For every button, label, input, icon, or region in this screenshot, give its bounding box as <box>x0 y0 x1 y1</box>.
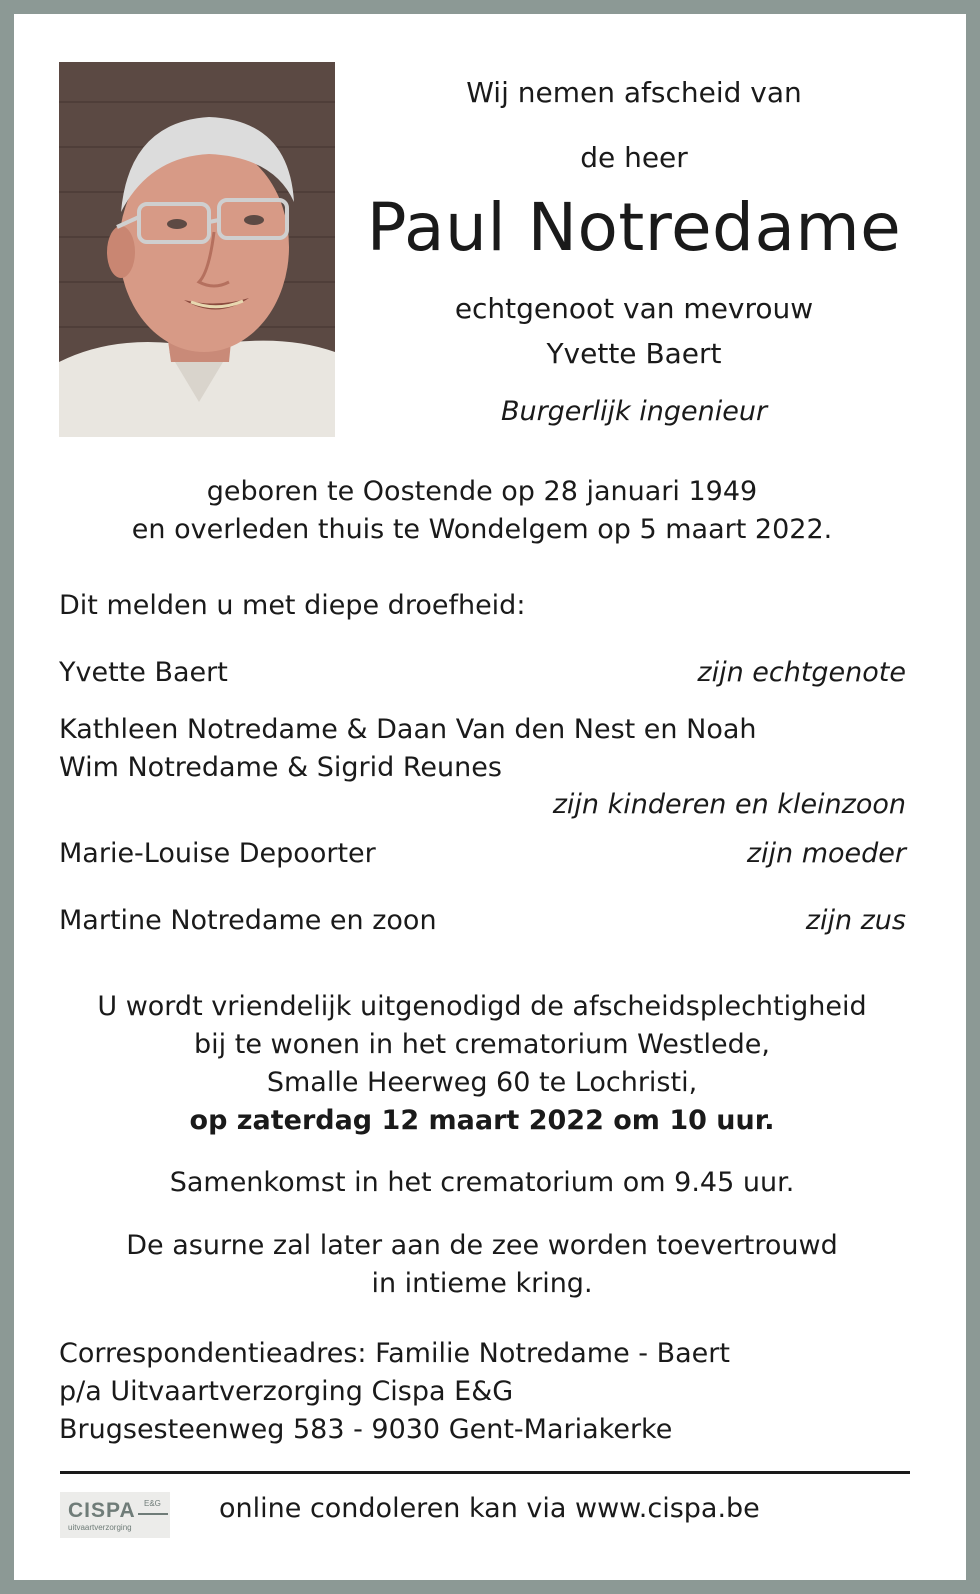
logo-line <box>138 1513 168 1515</box>
mourner-relation: zijn kinderen en kleinzoon <box>552 789 906 820</box>
honorific: de heer <box>580 141 688 174</box>
profession: Burgerlijk ingenieur <box>500 396 768 427</box>
portrait-illustration <box>59 62 335 437</box>
correspondence-line-1: Correspondentieadres: Familie Notredame - Baert <box>59 1338 730 1369</box>
divider <box>60 1471 910 1474</box>
ceremony-line-2: bij te wonen in het crematorium Westlede, <box>194 1029 770 1060</box>
mourner-name: Yvette Baert <box>59 657 228 688</box>
portrait-photo <box>59 62 335 437</box>
mourner-name: Martine Notredame en zoon <box>59 905 437 936</box>
logo-subtitle: uitvaartverzorging <box>68 1523 132 1532</box>
intro-line: Wij nemen afscheid van <box>466 76 802 109</box>
gathering-line: Samenkomst in het crematorium om 9.45 uur. <box>169 1167 795 1198</box>
logo-wordmark: CISPA <box>68 1499 136 1522</box>
mourner-name: Marie-Louise Depoorter <box>59 838 376 869</box>
logo-eg: E&G <box>144 1499 161 1508</box>
mourner-relation: zijn echtgenote <box>697 657 906 688</box>
cispa-logo <box>60 1492 170 1538</box>
correspondence-line-3: Brugsesteenweg 583 - 9030 Gent-Mariakerke <box>59 1414 673 1445</box>
birth-line: geboren te Oostende op 28 januari 1949 <box>206 476 758 507</box>
ceremony-date: op zaterdag 12 maart 2022 om 10 uur. <box>189 1105 775 1136</box>
mourners-heading: Dit melden u met diepe droefheid: <box>59 590 526 621</box>
spouse-line-1: echtgenoot van mevrouw <box>454 292 814 325</box>
mourner-relation: zijn zus <box>805 905 906 936</box>
ceremony-line-1: U wordt vriendelijk uitgenodigd de afscheidsplechtigheid <box>97 991 867 1022</box>
deceased-name: Paul Notredame <box>366 189 902 266</box>
urn-line-1: De asurne zal later aan de zee worden toevertrouwd <box>126 1230 838 1261</box>
condolence-link[interactable]: online condoleren kan via www.cispa.be <box>219 1493 760 1524</box>
death-line: en overleden thuis te Wondelgem op 5 maart 2022. <box>131 514 833 545</box>
spouse-line-2: Yvette Baert <box>546 337 722 370</box>
obituary-card <box>14 14 966 1580</box>
ceremony-line-3: Smalle Heerweg 60 te Lochristi, <box>266 1067 698 1098</box>
correspondence-line-2: p/a Uitvaartverzorging Cispa E&G <box>59 1376 514 1407</box>
mourner-name: Wim Notredame & Sigrid Reunes <box>59 752 502 783</box>
urn-line-2: in intieme kring. <box>371 1268 593 1299</box>
mourner-name: Kathleen Notredame & Daan Van den Nest en Noah <box>59 714 757 745</box>
mourner-relation: zijn moeder <box>746 838 906 869</box>
